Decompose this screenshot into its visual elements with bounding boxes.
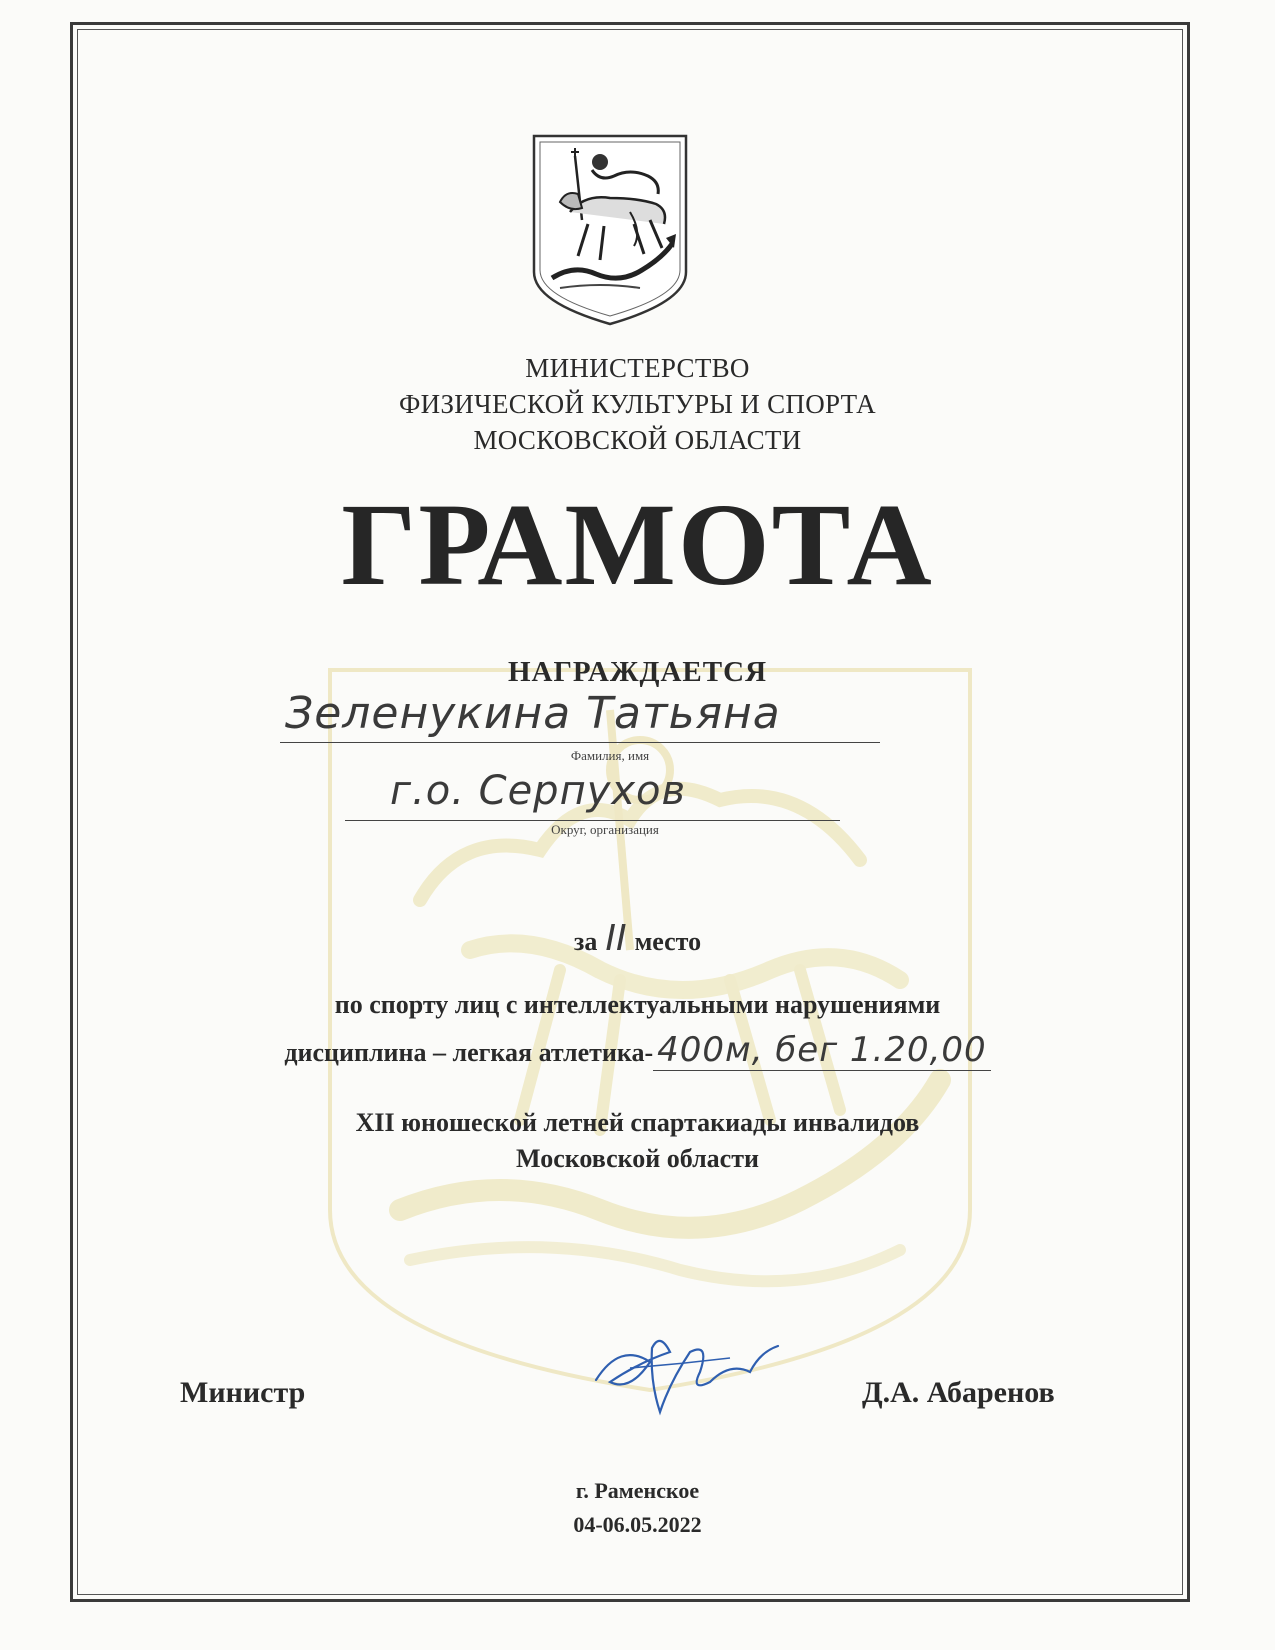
discipline-result: 400м, бег 1.20,00	[653, 1030, 991, 1071]
place-suffix: место	[634, 927, 702, 956]
event-line-2: Московской области	[516, 1144, 759, 1173]
event-line-1: XII юношеской летней спартакиады инвалидов	[355, 1108, 920, 1137]
name-caption: Фамилия, имя	[570, 748, 650, 763]
place-value: II	[605, 918, 627, 959]
place-prefix: за	[573, 927, 598, 956]
ministry-line-2: ФИЗИЧЕСКОЙ КУЛЬТУРЫ И СПОРТА	[399, 389, 876, 419]
place-line	[0, 918, 1275, 959]
name-underline	[280, 742, 880, 743]
ministry-line-3: МОСКОВСКОЙ ОБЛАСТИ	[473, 425, 802, 455]
org-caption: Округ, организация	[551, 822, 659, 837]
signatory-name: Д.А. Абаренов	[862, 1376, 1055, 1409]
discipline-printed: дисциплина – легкая атлетика-	[284, 1038, 654, 1067]
footer-date: 04-06.05.2022	[573, 1512, 702, 1537]
footer-place: г. Раменское	[575, 1478, 700, 1503]
signature-mark	[590, 1322, 790, 1432]
recipient-organization: г.о. Серпухов	[390, 768, 687, 814]
ministry-line-1: МИНИСТЕРСТВО	[525, 353, 750, 383]
awarded-label: НАГРАЖДАЕТСЯ	[507, 656, 768, 688]
certificate-title: ГРАМОТА	[341, 479, 934, 610]
coat-of-arms-emblem	[530, 132, 690, 328]
signatory-position: Министр	[180, 1376, 306, 1409]
category-line: по спорту лиц с интеллектуальными нарушениями	[334, 990, 941, 1019]
discipline-line	[0, 1030, 1275, 1070]
org-underline	[345, 820, 840, 821]
ministry-header	[0, 350, 1275, 458]
recipient-name: Зеленукина Татьяна	[285, 688, 781, 739]
